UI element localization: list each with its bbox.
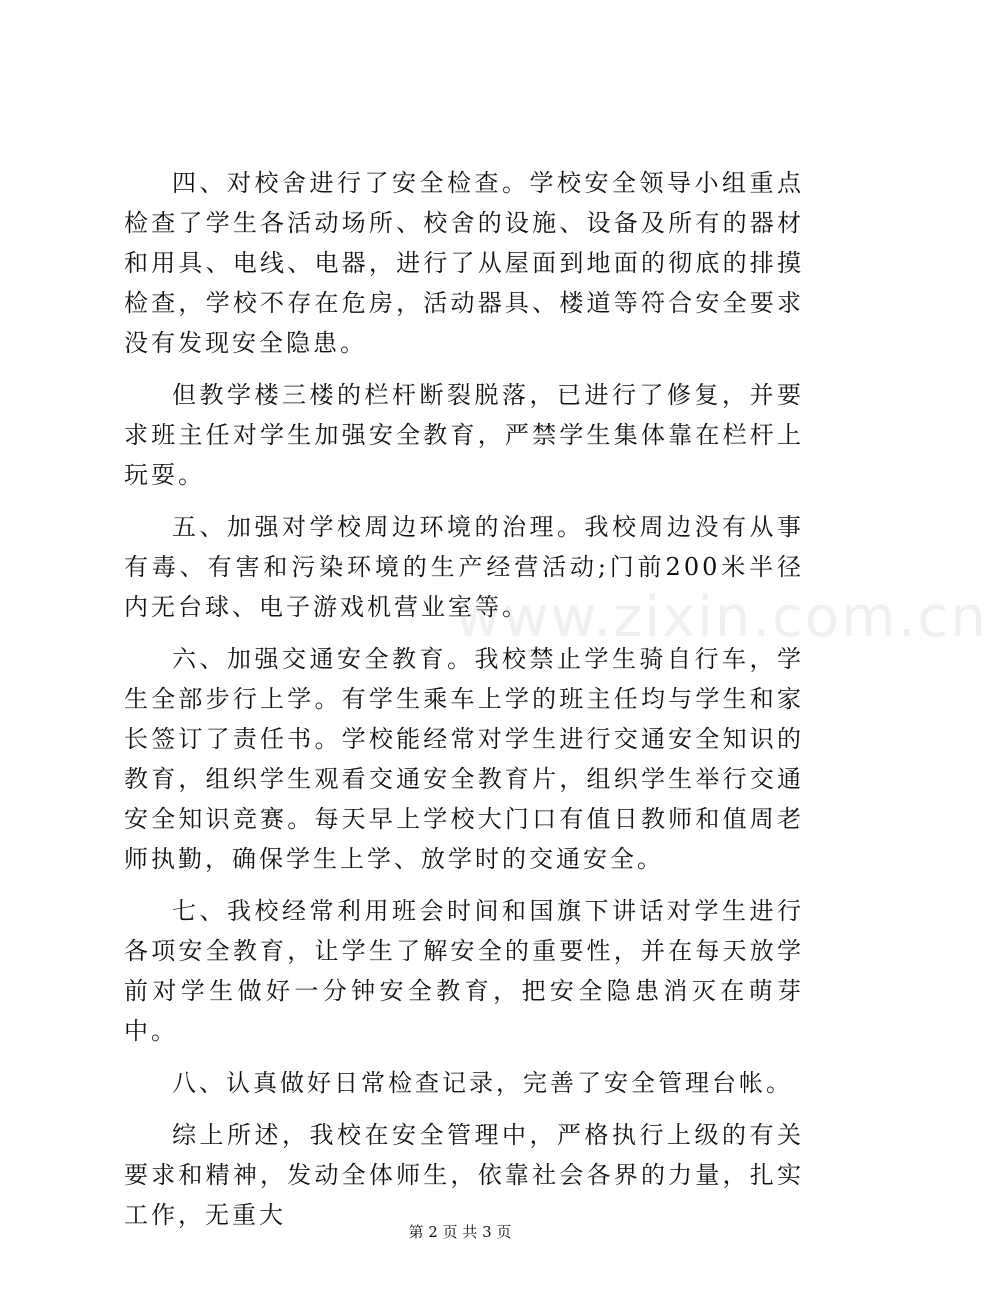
paragraph-summary: 综上所述，我校在安全管理中，严格执行上级的有关要求和精神，发动全体师生，依靠社会各界的力量，扎实工作，无重大: [124, 1121, 804, 1229]
paragraph-inspection: 四、对校舍进行了安全检查。学校安全领导小组重点检查了学生各活动场所、校舍的设施、设备及所有的器材和用具、电线、电器，进行了从屋面到地面的彻底的排摸检查，学校不存在危房，活动器具、楼道等符合安全要求没有发现安全隐患。: [124, 169, 804, 357]
document-body: [124, 163, 804, 1247]
paragraph-railing-repair: 但教学楼三楼的栏杆断裂脱落，已进行了修复，并要求班主任对学生加强安全教育，严禁学生集体靠在栏杆上玩耍。: [124, 381, 804, 489]
watermark: www.zixin.com.cn: [455, 585, 988, 650]
paragraph-traffic-safety: 六、加强交通安全教育。我校禁止学生骑自行车，学生全部步行上学。有学生乘车上学的班主任均与学生和家长签订了责任书。学校能经常对学生进行交通安全知识的教育，组织学生观看交通安全教育片，组织学生举行交通安全知识竞赛。每天早上学校大门口有值日教师和值周老师执勤，确保学生上学、放学时的交通安全。: [124, 645, 804, 873]
page-number-footer: 第 2 页 共 3 页: [408, 1223, 512, 1241]
paragraph-inspection-records: 八、认真做好日常检查记录，完善了安全管理台帐。: [172, 1069, 793, 1097]
paragraph-safety-education: 七、我校经常利用班会时间和国旗下讲话对学生进行各项安全教育，让学生了解安全的重要性，并在每天放学前对学生做好一分钟安全教育，把安全隐患消灭在萌芽中。: [124, 897, 804, 1045]
paragraph-surroundings: 五、加强对学校周边环境的治理。我校周边没有从事有毒、有害和污染环境的生产经营活动;门前200米半径内无台球、电子游戏机营业室等。: [124, 513, 804, 621]
